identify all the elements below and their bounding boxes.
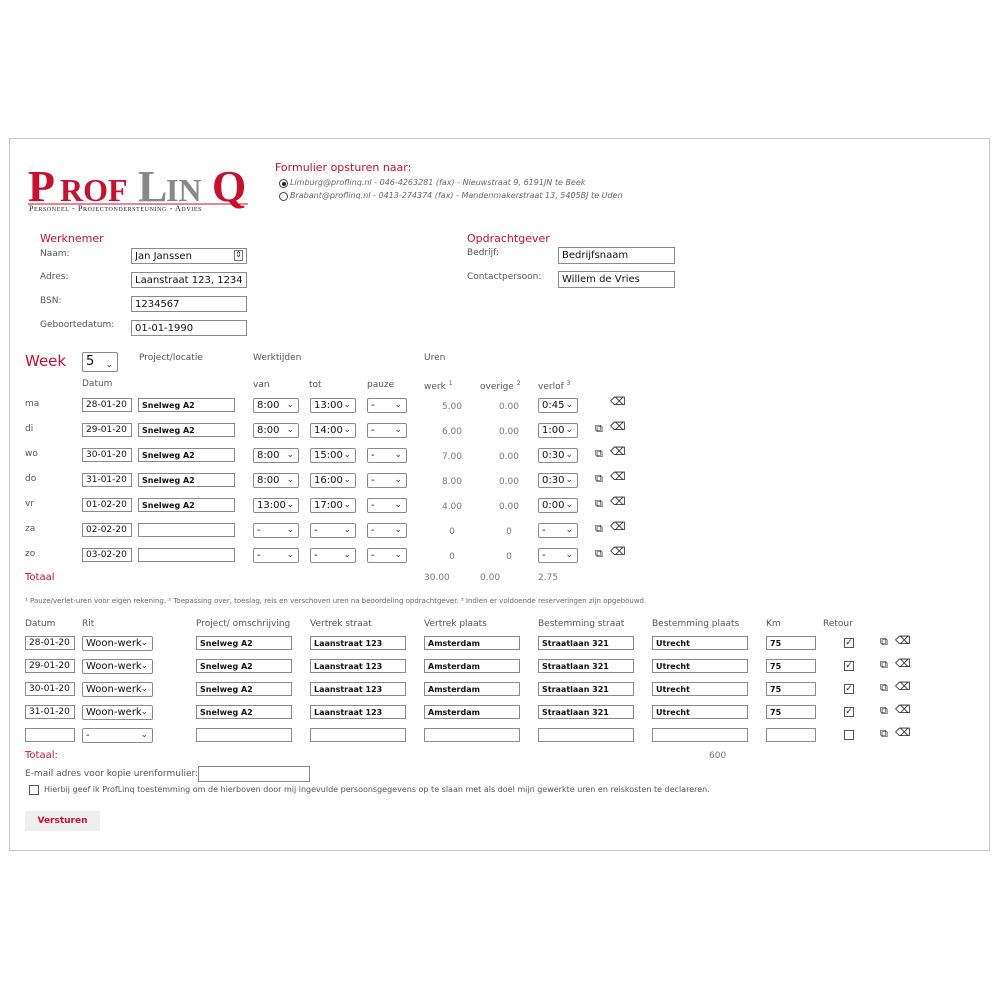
day-to-select[interactable] — [310, 548, 356, 563]
day-leave-select[interactable] — [538, 398, 578, 413]
trip-dest-street-input[interactable] — [538, 705, 634, 719]
trip-date-input[interactable] — [25, 705, 75, 719]
email-input[interactable] — [198, 766, 310, 782]
chevron-down-icon: ⌄ — [343, 450, 351, 460]
email-label: E-mail adres voor kopie urenformulier: — [25, 769, 199, 779]
trip-dest-street-input[interactable] — [538, 682, 634, 696]
day-from-select[interactable] — [253, 423, 299, 438]
trip-project-input[interactable] — [196, 659, 292, 673]
trip-km-input[interactable] — [766, 728, 816, 742]
day-other-hours: 0.00 — [498, 477, 520, 487]
day-from-select-value: - — [257, 550, 261, 561]
name-label: Naam: — [40, 249, 70, 259]
trip-dep-street-input[interactable] — [310, 705, 406, 719]
day-to-select-value: 15:00 — [314, 450, 343, 461]
day-other-hours: 0 — [506, 552, 512, 562]
day-from-select-value: - — [257, 525, 261, 536]
day-leave-select[interactable] — [538, 523, 578, 538]
chevron-down-icon: ⌄ — [565, 475, 573, 485]
day-from-select[interactable] — [253, 448, 299, 463]
day-project-input[interactable] — [138, 398, 235, 412]
chevron-down-icon: ⌄ — [140, 707, 148, 717]
day-break-select-value: - — [371, 425, 375, 436]
day-to-select-value: - — [314, 525, 318, 536]
day-break-select[interactable] — [367, 448, 407, 463]
day-leave-select[interactable] — [538, 548, 578, 563]
client-title: Opdrachtgever — [467, 232, 550, 245]
trip-dep-street-input[interactable] — [310, 728, 406, 742]
chevron-down-icon: ⌄ — [140, 684, 148, 694]
eraser-icon[interactable]: ⌫ — [610, 495, 626, 508]
day-label: za — [25, 524, 36, 534]
trip-return-header: Retour — [823, 619, 853, 629]
work-header-sup: 1 — [448, 380, 453, 387]
trip-type-select[interactable] — [82, 728, 153, 743]
trip-project-input[interactable] — [196, 728, 292, 742]
day-from-select[interactable] — [253, 398, 299, 413]
day-project-input[interactable] — [138, 548, 235, 562]
trip-dep-place-input[interactable] — [424, 682, 520, 696]
day-leave-select[interactable] — [538, 448, 578, 463]
day-to-select-value: 17:00 — [314, 500, 343, 511]
logo-tagline: Personeel - Projectondersteuning - Advies — [29, 204, 203, 213]
chevron-down-icon: ⌄ — [286, 525, 294, 535]
trip-project-input[interactable] — [196, 636, 292, 650]
copy-icon[interactable]: ⧉ — [595, 447, 603, 460]
trip-dest-street-header: Bestemming straat — [538, 619, 625, 629]
chevron-down-icon: ⌄ — [565, 450, 573, 460]
day-date-input[interactable] — [82, 473, 132, 487]
day-break-select[interactable] — [367, 398, 407, 413]
employee-title: Werknemer — [40, 232, 104, 245]
day-from-select[interactable] — [253, 473, 299, 488]
day-leave-select-value: 0:00 — [542, 500, 565, 511]
project-location-header: Project/locatie — [139, 353, 203, 363]
name-input[interactable] — [131, 248, 247, 264]
day-other-hours: 0.00 — [498, 402, 520, 412]
trip-dest-place-input[interactable] — [652, 636, 748, 650]
trip-date-input[interactable] — [25, 636, 75, 650]
day-break-select[interactable] — [367, 423, 407, 438]
other-header — [480, 380, 521, 392]
chevron-down-icon: ⌄ — [343, 475, 351, 485]
chevron-down-icon: ⌄ — [140, 638, 148, 648]
trip-type-value: Woon-werk — [86, 684, 142, 695]
day-work-hours: 4.00 — [441, 502, 463, 512]
trip-km-input[interactable] — [766, 659, 816, 673]
eraser-icon[interactable]: ⌫ — [895, 703, 911, 716]
trip-return-checkbox[interactable]: ✓ — [845, 661, 853, 671]
copy-icon[interactable]: ⧉ — [880, 681, 888, 694]
company-input[interactable] — [558, 247, 675, 264]
day-leave-select[interactable] — [538, 498, 578, 513]
chevron-down-icon: ⌄ — [286, 400, 294, 410]
chevron-down-icon: ⌄ — [394, 475, 402, 485]
chevron-down-icon: ⌄ — [286, 550, 294, 560]
day-leave-select[interactable] — [538, 423, 578, 438]
trip-project-input[interactable] — [196, 705, 292, 719]
svg-text:L: L — [138, 162, 168, 211]
day-work-hours: 5.00 — [441, 402, 463, 412]
eraser-icon[interactable]: ⌫ — [610, 470, 626, 483]
break-header: pauze — [367, 380, 395, 390]
eraser-icon[interactable]: ⌫ — [610, 420, 626, 433]
day-to-select[interactable] — [310, 473, 356, 488]
trip-dep-place-input[interactable] — [424, 659, 520, 673]
day-from-select[interactable] — [253, 523, 299, 538]
eraser-icon[interactable]: ⌫ — [610, 445, 626, 458]
day-break-select-value: - — [371, 500, 375, 511]
day-other-hours: 0 — [506, 527, 512, 537]
trip-type-value: Woon-werk — [86, 661, 142, 672]
date-header: Datum — [82, 379, 113, 389]
contact-label: Contactpersoon: — [467, 272, 542, 282]
chevron-down-icon: ⌄ — [565, 550, 573, 560]
week-total-label: Totaal — [25, 572, 55, 583]
trip-km-input[interactable] — [766, 682, 816, 696]
trip-type-value: Woon-werk — [86, 638, 142, 649]
day-label: ma — [25, 399, 40, 409]
trip-dep-place-input[interactable] — [424, 636, 520, 650]
other-header-text: overige — [480, 382, 514, 392]
chevron-down-icon: ⌄ — [140, 730, 148, 740]
chevron-down-icon: ⌄ — [343, 525, 351, 535]
week-total-other: 0.00 — [480, 573, 501, 583]
copy-icon[interactable]: ⧉ — [595, 522, 603, 535]
eraser-icon[interactable]: ⌫ — [895, 680, 911, 693]
day-project-input[interactable] — [138, 423, 235, 437]
day-date-input[interactable] — [82, 548, 132, 562]
dob-input[interactable] — [131, 320, 247, 336]
day-to-select[interactable] — [310, 498, 356, 513]
day-leave-select[interactable] — [538, 473, 578, 488]
form-container — [9, 138, 990, 851]
week-total-work: 30.00 — [424, 573, 450, 583]
svg-text:ROF: ROF — [60, 172, 128, 208]
week-label: Week — [25, 352, 67, 370]
day-break-select[interactable] — [367, 523, 407, 538]
chevron-down-icon: ⌄ — [343, 425, 351, 435]
day-to-select[interactable] — [310, 523, 356, 538]
day-leave-select-value: 1:00 — [542, 425, 565, 436]
day-other-hours: 0.00 — [498, 452, 520, 462]
chevron-down-icon: ⌄ — [105, 360, 113, 370]
chevron-down-icon: ⌄ — [286, 475, 294, 485]
day-to-select-value: 13:00 — [314, 400, 343, 411]
day-break-select-value: - — [371, 525, 375, 536]
trip-dep-place-input[interactable] — [424, 705, 520, 719]
week-select[interactable] — [82, 352, 118, 372]
eraser-icon[interactable]: ⌫ — [895, 726, 911, 739]
day-leave-select-value: 0:30 — [542, 475, 565, 486]
chevron-down-icon: ⌄ — [394, 450, 402, 460]
day-work-hours: 7.00 — [441, 452, 463, 462]
chevron-down-icon: ⌄ — [394, 400, 402, 410]
chevron-down-icon: ⌄ — [286, 425, 294, 435]
trip-dest-place-input[interactable] — [652, 728, 748, 742]
send-to-title: Formulier opsturen naar: — [275, 161, 412, 174]
hours-header: Uren — [424, 353, 446, 363]
day-date-input[interactable] — [82, 448, 132, 462]
day-date-input[interactable] — [82, 423, 132, 437]
footnote: ¹ Pauze/verlet-uren voor eigen rekening. ² Toepassing over, toeslag, reis en verschoven uren na beoordeling opdrachtgever. ³ Indien er voldoende reserveringen zijn opgebouwd. — [25, 597, 647, 605]
trip-total-label: Totaal: — [25, 750, 58, 761]
chevron-down-icon: ⌄ — [565, 500, 573, 510]
trip-dest-street-input[interactable] — [538, 659, 634, 673]
week-total-leave: 2.75 — [538, 573, 559, 583]
trip-date-input[interactable] — [25, 659, 75, 673]
trip-type-select[interactable] — [82, 636, 153, 651]
worktimes-header: Werktijden — [253, 353, 302, 363]
trip-km-input[interactable] — [766, 705, 816, 719]
day-date-input[interactable] — [82, 398, 132, 412]
day-label: vr — [25, 499, 35, 509]
day-to-select[interactable] — [310, 423, 356, 438]
trip-return-checkbox[interactable] — [844, 730, 854, 740]
svg-text:Q: Q — [212, 162, 247, 211]
day-to-select-value: 16:00 — [314, 475, 343, 486]
work-header-text: werk — [424, 382, 446, 392]
day-work-hours: 6.00 — [441, 427, 463, 437]
trip-km-input[interactable] — [766, 636, 816, 650]
send-to-brabant-label: Brabant@proflinq.nl - 0413-274374 (fax) - Mandenmakerstraat 13, 5405BJ te Uden — [290, 191, 623, 200]
trip-dep-street-input[interactable] — [310, 636, 406, 650]
day-from-select-value: 8:00 — [257, 475, 280, 486]
day-leave-select-value: - — [542, 525, 546, 536]
spinner-icon[interactable]: ⇕ — [235, 250, 242, 259]
day-label: do — [25, 474, 37, 484]
trip-return-checkbox[interactable]: ✓ — [845, 684, 853, 694]
trip-dest-street-input[interactable] — [538, 728, 634, 742]
day-from-select-value: 8:00 — [257, 425, 280, 436]
chevron-down-icon: ⌄ — [565, 400, 573, 410]
day-other-hours: 0.00 — [498, 502, 520, 512]
chevron-down-icon: ⌄ — [565, 425, 573, 435]
trip-dep-street-input[interactable] — [310, 659, 406, 673]
trip-dest-place-input[interactable] — [652, 705, 748, 719]
trip-dest-place-header: Bestemming plaats — [652, 619, 740, 629]
copy-icon[interactable]: ⧉ — [880, 635, 888, 648]
contact-input[interactable] — [558, 271, 675, 288]
copy-icon[interactable]: ⧉ — [880, 727, 888, 740]
send-to-limburg-label: Limburg@proflinq.nl - 046-4263281 (fax) - Nieuwstraat 9, 6191JN te Beek — [290, 178, 586, 187]
chevron-down-icon: ⌄ — [394, 525, 402, 535]
trip-type-select[interactable] — [82, 659, 153, 674]
dob-label: Geboortedatum: — [40, 320, 115, 330]
day-from-select-value: 8:00 — [257, 400, 280, 411]
trip-date-input[interactable] — [25, 682, 75, 696]
day-leave-select-value: - — [542, 550, 546, 561]
trip-type-value: Woon-werk — [86, 707, 142, 718]
chevron-down-icon: ⌄ — [343, 400, 351, 410]
leave-header — [538, 380, 570, 392]
trip-dest-street-input[interactable] — [538, 636, 634, 650]
logo — [26, 159, 266, 214]
trip-km-header: Km — [766, 619, 781, 629]
day-other-hours: 0.00 — [498, 427, 520, 437]
day-label: di — [25, 424, 34, 434]
day-date-input[interactable] — [82, 498, 132, 512]
trip-project-header: Project/ omschrijving — [196, 619, 291, 629]
trip-dep-place-header: Vertrek plaats — [424, 619, 487, 629]
day-to-select[interactable] — [310, 448, 356, 463]
address-input[interactable] — [131, 272, 247, 288]
leave-header-text: verlof — [538, 382, 564, 392]
trip-dest-place-input[interactable] — [652, 682, 748, 696]
day-date-input[interactable] — [82, 523, 132, 537]
chevron-down-icon: ⌄ — [394, 425, 402, 435]
chevron-down-icon: ⌄ — [140, 661, 148, 671]
day-project-input[interactable] — [138, 523, 235, 537]
chevron-down-icon: ⌄ — [343, 550, 351, 560]
day-break-select[interactable] — [367, 473, 407, 488]
copy-icon[interactable]: ⧉ — [595, 547, 603, 560]
copy-icon[interactable]: ⧉ — [595, 497, 603, 510]
copy-icon[interactable]: ⧉ — [880, 704, 888, 717]
day-to-select-value: - — [314, 550, 318, 561]
consent-checkbox[interactable] — [29, 785, 39, 795]
from-header: van — [253, 380, 270, 390]
other-header-sup: 2 — [516, 380, 521, 387]
copy-icon[interactable]: ⧉ — [595, 472, 603, 485]
trip-total-km: 600 — [709, 751, 727, 761]
day-to-select-value: 14:00 — [314, 425, 343, 436]
day-work-hours: 0 — [449, 552, 455, 562]
consent-label: Hierbij geef ik ProfLinq toestemming om de hierboven door mij ingevulde persoonsgegevens op te slaan met als doel mijn gewerkte uren en reiskosten te declareren. — [44, 785, 710, 794]
trip-type-header: Rit — [82, 619, 95, 629]
day-work-hours: 8.00 — [441, 477, 463, 487]
day-from-select-value: 13:00 — [257, 500, 286, 511]
day-break-select[interactable] — [367, 548, 407, 563]
day-label: wo — [25, 449, 38, 459]
trip-return-checkbox[interactable]: ✓ — [845, 707, 853, 717]
day-break-select-value: - — [371, 475, 375, 486]
copy-icon[interactable]: ⧉ — [595, 422, 603, 435]
work-header — [424, 380, 453, 392]
chevron-down-icon: ⌄ — [565, 525, 573, 535]
to-header: tot — [309, 380, 322, 390]
chevron-down-icon: ⌄ — [394, 550, 402, 560]
trip-return-checkbox[interactable]: ✓ — [845, 638, 853, 648]
trip-date-input[interactable] — [25, 728, 75, 742]
chevron-down-icon: ⌄ — [286, 500, 294, 510]
day-project-input[interactable] — [138, 498, 235, 512]
chevron-down-icon: ⌄ — [343, 500, 351, 510]
bsn-input[interactable] — [131, 296, 247, 312]
copy-icon[interactable]: ⧉ — [880, 658, 888, 671]
day-from-select[interactable] — [253, 548, 299, 563]
trip-dest-place-input[interactable] — [652, 659, 748, 673]
day-break-select[interactable] — [367, 498, 407, 513]
trip-type-select[interactable] — [82, 682, 153, 697]
submit-button[interactable]: Versturen — [25, 811, 100, 831]
day-break-select-value: - — [371, 450, 375, 461]
company-label: Bedrijf: — [467, 248, 500, 258]
trip-type-value: - — [86, 730, 90, 741]
eraser-icon[interactable]: ⌫ — [895, 657, 911, 670]
day-work-hours: 0 — [449, 527, 455, 537]
day-leave-select-value: 0:30 — [542, 450, 565, 461]
day-label: zo — [25, 549, 36, 559]
day-from-select[interactable] — [253, 498, 299, 513]
day-leave-select-value: 0:45 — [542, 400, 565, 411]
eraser-icon[interactable]: ⌫ — [895, 634, 911, 647]
bsn-label: BSN: — [40, 296, 62, 306]
chevron-down-icon: ⌄ — [286, 450, 294, 460]
trip-project-input[interactable] — [196, 682, 292, 696]
send-to-limburg-radio[interactable] — [279, 179, 288, 188]
trip-dep-place-input[interactable] — [424, 728, 520, 742]
eraser-icon[interactable]: ⌫ — [610, 545, 626, 558]
trip-dep-street-header: Vertrek straat — [310, 619, 372, 629]
day-break-select-value: - — [371, 400, 375, 411]
eraser-icon[interactable]: ⌫ — [610, 520, 626, 533]
week-value: 5 — [86, 354, 95, 369]
trip-type-select[interactable] — [82, 705, 153, 720]
address-label: Adres: — [40, 272, 69, 282]
svg-text:P: P — [28, 162, 55, 211]
day-to-select[interactable] — [310, 398, 356, 413]
day-from-select-value: 8:00 — [257, 450, 280, 461]
eraser-icon[interactable]: ⌫ — [610, 395, 626, 408]
trip-dep-street-input[interactable] — [310, 682, 406, 696]
leave-header-sup: 3 — [566, 380, 571, 387]
day-project-input[interactable] — [138, 473, 235, 487]
trip-date-header: Datum — [25, 619, 56, 629]
chevron-down-icon: ⌄ — [394, 500, 402, 510]
svg-text:IN: IN — [166, 172, 202, 208]
send-to-brabant-radio[interactable] — [279, 192, 288, 201]
day-project-input[interactable] — [138, 448, 235, 462]
day-break-select-value: - — [371, 550, 375, 561]
